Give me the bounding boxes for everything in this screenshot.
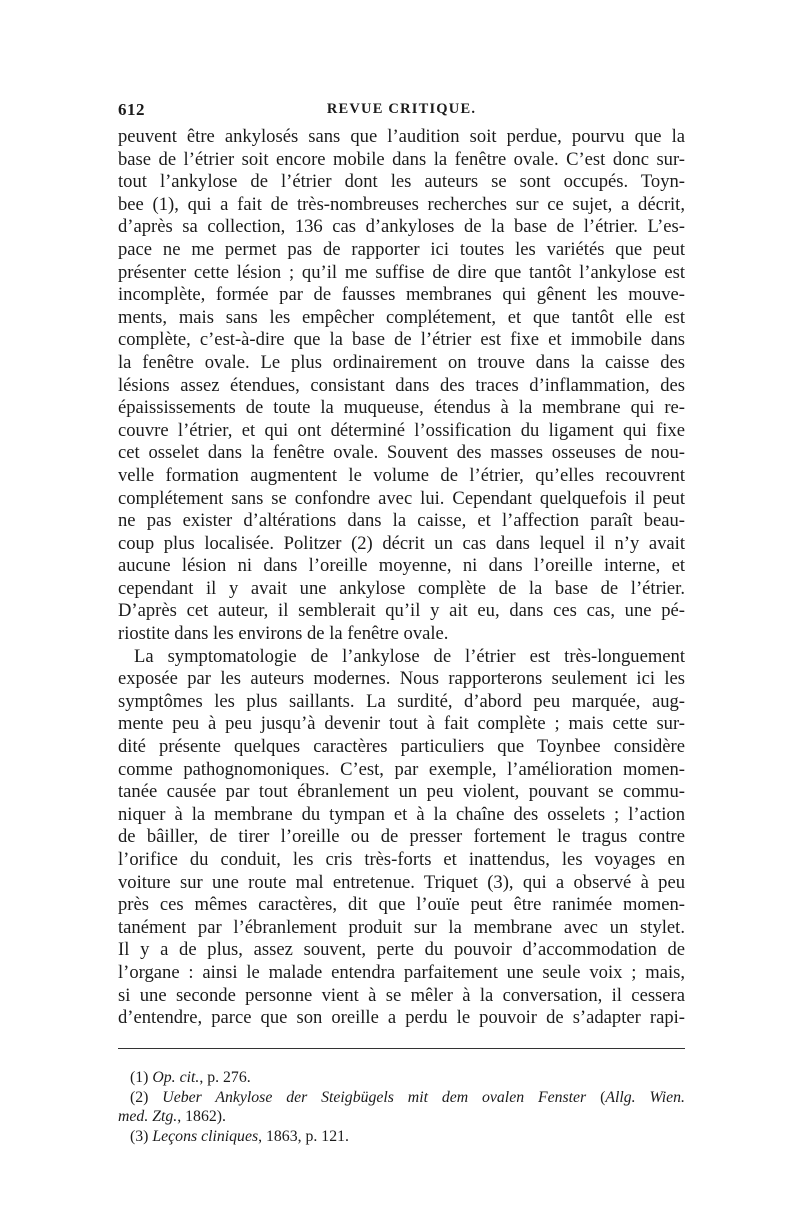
body-line: cependant il y avait une ankylose complète de la base de l’étrier. (118, 577, 685, 599)
body-line: exposée par les auteurs modernes. Nous rapporterons seulement ici les (118, 668, 685, 690)
body-line: d’après sa collection, 136 cas d’ankyloses de la base de l’étrier. L’es- (118, 216, 685, 238)
body-line: comme pathognomoniques. C’est, par exemple, l’amélioration momen- (118, 758, 685, 780)
body-line: tout l’ankylose de l’étrier dont les auteurs se sont occupés. Toyn- (118, 171, 685, 193)
running-head: REVUE CRITIQUE. (326, 101, 477, 117)
body-line: D’après cet auteur, il semblerait qu’il y ait eu, dans ces cas, une pé- (118, 600, 685, 622)
body-line: épaississements de toute la muqueuse, étendus à la membrane qui re- (118, 397, 685, 419)
body-line: velle formation augmentent le volume de l’étrier, qu’elles recouvrent (118, 464, 685, 486)
body-line: Il y a de plus, assez souvent, perte du pouvoir d’accommodation de (118, 939, 685, 961)
body-line: d’entendre, parce que son oreille a perdu le pouvoir de s’adapter rapi- (118, 1007, 685, 1029)
footnote-3 (118, 1127, 685, 1147)
footnote-citation-title: Op. cit. (152, 1069, 200, 1086)
footnote-separator (118, 1048, 685, 1049)
body-line: niquer à la membrane du tympan et à la chaîne des osselets ; l’action (118, 803, 685, 825)
body-line: coup plus localisée. Politzer (2) décrit un cas dans lequel il n’y avait (118, 532, 685, 554)
body-line: couvre l’étrier, et qui ont déterminé l’ossification du ligament qui fixe (118, 419, 685, 441)
body-line: tanée causée par tout ébranlement un peu violent, pouvant se commu- (118, 781, 685, 803)
body-line: si une seconde personne vient à se mêler à la conversation, il cessera (118, 984, 685, 1006)
body-line: cet osselet dans la fenêtre ovale. Souvent des masses osseuses de nou- (118, 442, 685, 464)
body-line: base de l’étrier soit encore mobile dans la fenêtre ovale. C’est donc sur- (118, 148, 685, 170)
body-line: peuvent être ankylosés sans que l’audition soit perdue, pourvu que la (118, 126, 685, 147)
body-line-paragraph-end: riostite dans les environs de la fenêtre ovale. (118, 623, 449, 645)
body-line: de bâiller, de tirer l’oreille ou de presser fortement le tragus contre (118, 826, 685, 848)
footnotes (118, 1068, 685, 1146)
body-line: bee (1), qui a fait de très-nombreuses recherches sur ce sujet, a décrit, (118, 193, 685, 215)
body-line-paragraph-start: La symptomatologie de l’ankylose de l’étrier est très-longuement (134, 645, 685, 667)
body-line: voiture sur une route mal entretenue. Triquet (3), qui a observé à peu (118, 871, 685, 893)
body-line: complète, c’est-à-dire que la base de l’étrier est fixe et immobile dans (118, 329, 685, 351)
page-number: 612 (118, 100, 145, 119)
body-line: lésions assez étendues, consistant dans des traces d’inflammation, des (118, 374, 685, 396)
footnote-citation-detail: , p. 276. (199, 1069, 251, 1086)
footnote-2 (118, 1088, 685, 1108)
body-line: incomplète, formée par de fausses membranes qui gênent les mouve- (118, 284, 685, 306)
footnote-marker: (1) (130, 1069, 149, 1086)
body-line: tanément par l’ébranlement produit sur la membrane avec un stylet. (118, 916, 685, 938)
footnote-citation-detail: , 1862). (177, 1108, 226, 1125)
body-line: mente peu à peu jusqu’à devenir tout à fait complète ; mais cette sur- (118, 713, 685, 735)
footnote-marker: (2) (130, 1088, 149, 1106)
body-line: l’organe : ainsi le malade entendra parfaitement une seule voix ; mais, (118, 961, 685, 983)
body-line: ne pas exister d’altérations dans la caisse, et l’affection paraît beau- (118, 510, 685, 532)
body-text (118, 126, 685, 1030)
page-header (118, 100, 685, 124)
body-line: pace ne me permet pas de rapporter ici toutes les variétés que peut (118, 238, 685, 260)
body-line: symptômes les plus saillants. La surdité, d’abord peu marquée, aug- (118, 690, 685, 712)
body-line: la fenêtre ovale. Le plus ordinairement on trouve dans la caisse des (118, 351, 685, 373)
body-line: présenter cette lésion ; qu’il me suffise de dire que tantôt l’ankylose est (118, 261, 685, 283)
body-line: complétement sans se confondre avec lui. Cependant quelquefois il peut (118, 487, 685, 509)
footnote-citation-title: Leçons cliniques (152, 1127, 259, 1145)
body-line: ments, mais sans les empêcher complétement, et que tantôt elle est (118, 306, 685, 328)
footnote-marker: (3) (130, 1127, 149, 1145)
footnote-citation-detail: , 1863, p. 121. (258, 1127, 349, 1145)
body-line: l’orifice du conduit, les cris très-forts et inattendus, les voyages en (118, 849, 685, 870)
footnote-2-continued (118, 1107, 685, 1127)
body-line: aucune lésion ni dans l’oreille moyenne, ni dans l’oreille interne, et (118, 555, 685, 577)
body-line: près ces mêmes caractères, dit que l’ouïe peut être ranimée momen- (118, 894, 685, 916)
footnote-journal: Allg. Wien. (605, 1088, 685, 1106)
footnote-citation-title: Ueber Ankylose der Steigbügels mit dem ovalen Fenster (162, 1088, 587, 1106)
footnote-journal-continued: med. Ztg. (118, 1108, 178, 1125)
footnote-paren-open: ( (586, 1088, 606, 1106)
body-line: dité présente quelques caractères particuliers que Toynbee considère (118, 736, 685, 758)
footnote-1 (118, 1068, 685, 1088)
